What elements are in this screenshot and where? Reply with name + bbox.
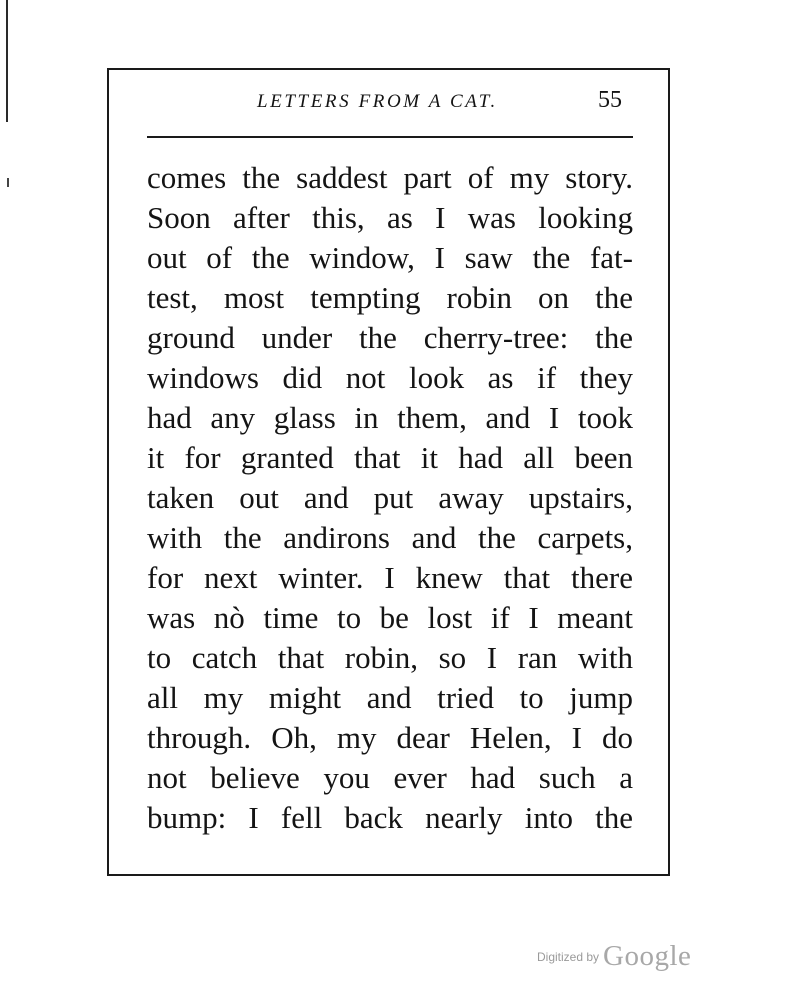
running-head — [0, 82, 789, 122]
text-line: all my might and tried to jump — [147, 680, 633, 715]
text-line: through. Oh, my dear Helen, I do — [147, 720, 633, 755]
text-line: taken out and put away upstairs, — [147, 480, 633, 515]
text-line: had any glass in them, and I took — [147, 400, 633, 435]
text-line: it for granted that it had all been — [147, 440, 633, 475]
text-line: with the andirons and the carpets, — [147, 520, 633, 555]
text-line: for next winter. I knew that there — [147, 560, 633, 595]
digitized-by-watermark — [537, 940, 691, 973]
text-line: out of the window, I saw the fat- — [147, 240, 633, 275]
page-edge-speck — [7, 178, 9, 187]
page-number: 55 — [598, 87, 622, 113]
digitized-label: Digitized by — [537, 950, 600, 964]
text-line: windows did not look as if they — [147, 360, 633, 395]
text-line: ground under the cherry-tree: the — [147, 320, 633, 355]
google-logo: Google — [603, 940, 692, 972]
text-line: Soon after this, as I was looking — [147, 200, 633, 235]
running-title: LETTERS FROM A CAT. — [257, 91, 498, 112]
text-line: not believe you ever had such a — [147, 760, 633, 795]
header-rule — [147, 136, 633, 138]
text-line: to catch that robin, so I ran with — [147, 640, 633, 675]
text-line: bump: I fell back nearly into the — [147, 800, 633, 835]
body-text — [147, 158, 633, 838]
text-line: comes the saddest part of my story. — [147, 160, 633, 195]
text-line: was nò time to be lost if I meant — [147, 600, 633, 635]
text-line: test, most tempting robin on the — [147, 280, 633, 315]
